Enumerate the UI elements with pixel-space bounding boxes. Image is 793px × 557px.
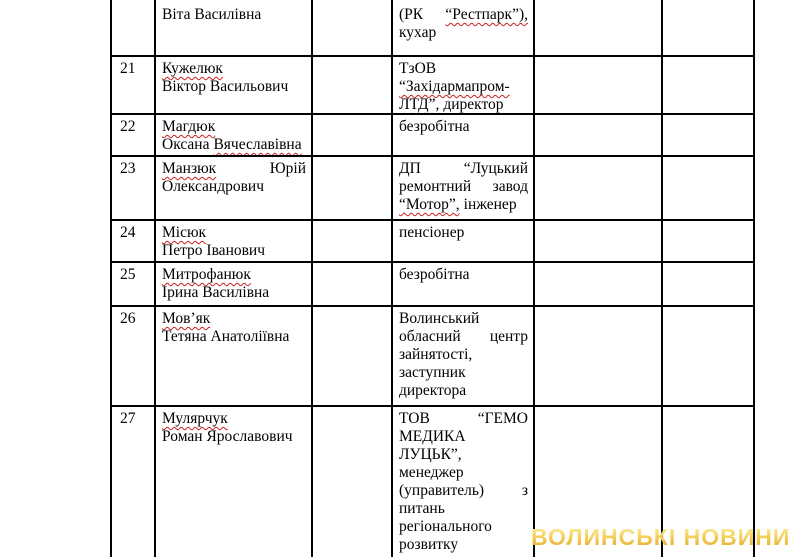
name-cell <box>156 157 313 219</box>
empty-cell <box>535 307 663 405</box>
word: “Луцький <box>463 160 528 177</box>
name-cell <box>156 221 313 261</box>
text-line <box>399 160 528 178</box>
name-cell <box>156 263 313 305</box>
empty-cell <box>313 307 393 405</box>
word: менеджер <box>399 464 464 481</box>
text-line <box>120 310 149 328</box>
text-line <box>399 196 528 214</box>
row-number-cell <box>110 57 156 113</box>
text-line <box>399 266 528 284</box>
word: ТОВ <box>399 410 430 427</box>
table-row <box>110 57 755 115</box>
name-cell <box>156 407 313 557</box>
empty-cell <box>535 221 663 261</box>
empty-cell <box>313 0 393 55</box>
empty-cell <box>535 115 663 155</box>
row-number-cell <box>110 407 156 557</box>
text-line <box>120 224 149 242</box>
misspelled-word: Магдюк <box>162 118 216 135</box>
word: директора <box>399 382 467 399</box>
occupation-cell <box>393 407 535 557</box>
word: обласний <box>399 328 461 345</box>
misspelled-word: Мулярчук <box>162 410 228 427</box>
word: (управитель) <box>399 482 485 499</box>
word: МЕДИКА <box>399 428 466 445</box>
text-line <box>162 178 306 196</box>
word: Тетяна Анатоліївна <box>162 328 290 345</box>
word: Віктор Васильович <box>162 78 289 95</box>
text-line <box>162 224 306 242</box>
text-line <box>399 96 528 113</box>
text-line <box>162 6 306 24</box>
word: завод <box>492 178 528 195</box>
word: ДП <box>399 160 421 177</box>
word: заступник <box>399 364 466 381</box>
empty-cell <box>663 263 755 305</box>
table-row <box>110 115 755 157</box>
volynski-novyny-watermark: ВОЛИНСЬКІ НОВИНИ <box>531 524 791 550</box>
misspelled-word: Кужелюк <box>162 60 223 77</box>
word: з <box>521 482 528 499</box>
word: (РК <box>399 6 424 23</box>
word: пенсіонер <box>399 224 465 241</box>
word: зайнятості, <box>399 346 473 363</box>
empty-cell <box>313 115 393 155</box>
text-line <box>399 60 528 78</box>
text-line <box>399 464 528 482</box>
name-cell <box>156 0 313 55</box>
text-line <box>399 224 528 242</box>
word: 27 <box>120 410 136 427</box>
word: кухар <box>399 24 437 41</box>
word: 23 <box>120 160 136 177</box>
occupation-cell <box>393 307 535 405</box>
occupation-cell <box>393 0 535 55</box>
name-cell <box>156 307 313 405</box>
text-line <box>399 118 528 136</box>
occupation-cell <box>393 57 535 113</box>
word: “ГЕМО <box>477 410 528 427</box>
text-line <box>399 482 528 500</box>
word: директор <box>443 96 504 113</box>
word: регіонального <box>399 518 492 535</box>
text-line <box>399 6 528 24</box>
text-line <box>120 118 149 136</box>
empty-cell <box>535 0 663 55</box>
misspelled-word: “Мотор”, <box>399 196 460 213</box>
empty-cell <box>535 57 663 113</box>
row-number-cell <box>110 0 156 55</box>
word: Роман Ярославович <box>162 428 293 445</box>
text-line <box>399 310 528 328</box>
text-line <box>162 136 306 154</box>
empty-cell <box>313 157 393 219</box>
text-line <box>162 310 306 328</box>
text-line <box>120 266 149 284</box>
misspelled-word: ЛТД”, <box>399 96 440 113</box>
word: безробітна <box>399 266 470 283</box>
occupation-cell <box>393 221 535 261</box>
word: безробітна <box>399 118 470 135</box>
table-row <box>110 263 755 307</box>
text-line <box>399 500 528 518</box>
empty-cell <box>663 307 755 405</box>
name-cell <box>156 115 313 155</box>
row-number-cell <box>110 157 156 219</box>
misspelled-word: Мов’як <box>162 310 211 327</box>
word: Юрій <box>269 160 306 177</box>
word: 21 <box>120 60 136 77</box>
empty-cell <box>663 221 755 261</box>
text-line <box>162 410 306 428</box>
text-line <box>399 78 528 96</box>
text-line <box>120 60 149 78</box>
table-body <box>110 0 755 557</box>
text-line <box>162 284 306 302</box>
misspelled-word: “Західармапром- <box>399 78 510 95</box>
text-line <box>162 242 306 260</box>
table-row <box>110 307 755 407</box>
name-cell <box>156 57 313 113</box>
text-line <box>162 428 306 446</box>
word: центр <box>489 328 528 345</box>
empty-cell <box>313 221 393 261</box>
word: Віта Василівна <box>162 6 262 23</box>
text-line <box>162 266 306 284</box>
word: ТзОВ <box>399 60 437 77</box>
text-line <box>399 178 528 196</box>
occupation-cell <box>393 157 535 219</box>
text-line <box>162 118 306 136</box>
empty-cell <box>535 263 663 305</box>
row-number-cell <box>110 115 156 155</box>
table-row <box>110 157 755 221</box>
empty-cell <box>313 57 393 113</box>
text-line <box>399 536 528 554</box>
occupation-cell <box>393 115 535 155</box>
text-line <box>120 160 149 178</box>
text-line <box>399 382 528 400</box>
empty-cell <box>313 407 393 557</box>
word: 25 <box>120 266 136 283</box>
word: 26 <box>120 310 136 327</box>
text-line <box>399 518 528 536</box>
text-line <box>120 410 149 428</box>
text-line <box>399 410 528 428</box>
occupation-cell <box>393 263 535 305</box>
word: 22 <box>120 118 136 135</box>
table-row <box>110 221 755 263</box>
empty-cell <box>663 157 755 219</box>
text-line <box>162 160 306 178</box>
table-row <box>110 0 755 57</box>
empty-cell <box>663 0 755 55</box>
empty-cell <box>663 115 755 155</box>
row-number-cell <box>110 307 156 405</box>
word: ЛУЦЬК”, <box>399 446 462 463</box>
text-line <box>162 328 306 346</box>
misspelled-word: Вячеславівна <box>213 136 302 153</box>
word: інженер <box>463 196 517 213</box>
word: 24 <box>120 224 136 241</box>
text-line <box>399 346 528 364</box>
word: питань <box>399 500 445 517</box>
misspelled-word: Місюк <box>162 224 207 241</box>
row-number-cell <box>110 221 156 261</box>
document-table <box>110 0 755 557</box>
word: ремонтний <box>399 178 472 195</box>
misspelled-word: Митрофанюк <box>162 266 251 283</box>
empty-cell <box>313 263 393 305</box>
misspelled-word: “Рестпарк”), <box>445 6 528 23</box>
word: Олександрович <box>162 178 264 195</box>
word: Петро Іванович <box>162 242 266 259</box>
text-line <box>399 446 528 464</box>
text-line <box>399 328 528 346</box>
word: Оксана <box>162 136 210 153</box>
word: Ірина Василівна <box>162 284 270 301</box>
text-line <box>399 428 528 446</box>
text-line <box>399 364 528 382</box>
text-line <box>162 78 306 96</box>
text-line <box>162 60 306 78</box>
row-number-cell <box>110 263 156 305</box>
empty-cell <box>663 57 755 113</box>
misspelled-word: Манзюк <box>162 160 217 177</box>
word: Волинський <box>399 310 480 327</box>
text-line <box>399 24 528 42</box>
empty-cell <box>535 157 663 219</box>
word: розвитку <box>399 536 459 553</box>
